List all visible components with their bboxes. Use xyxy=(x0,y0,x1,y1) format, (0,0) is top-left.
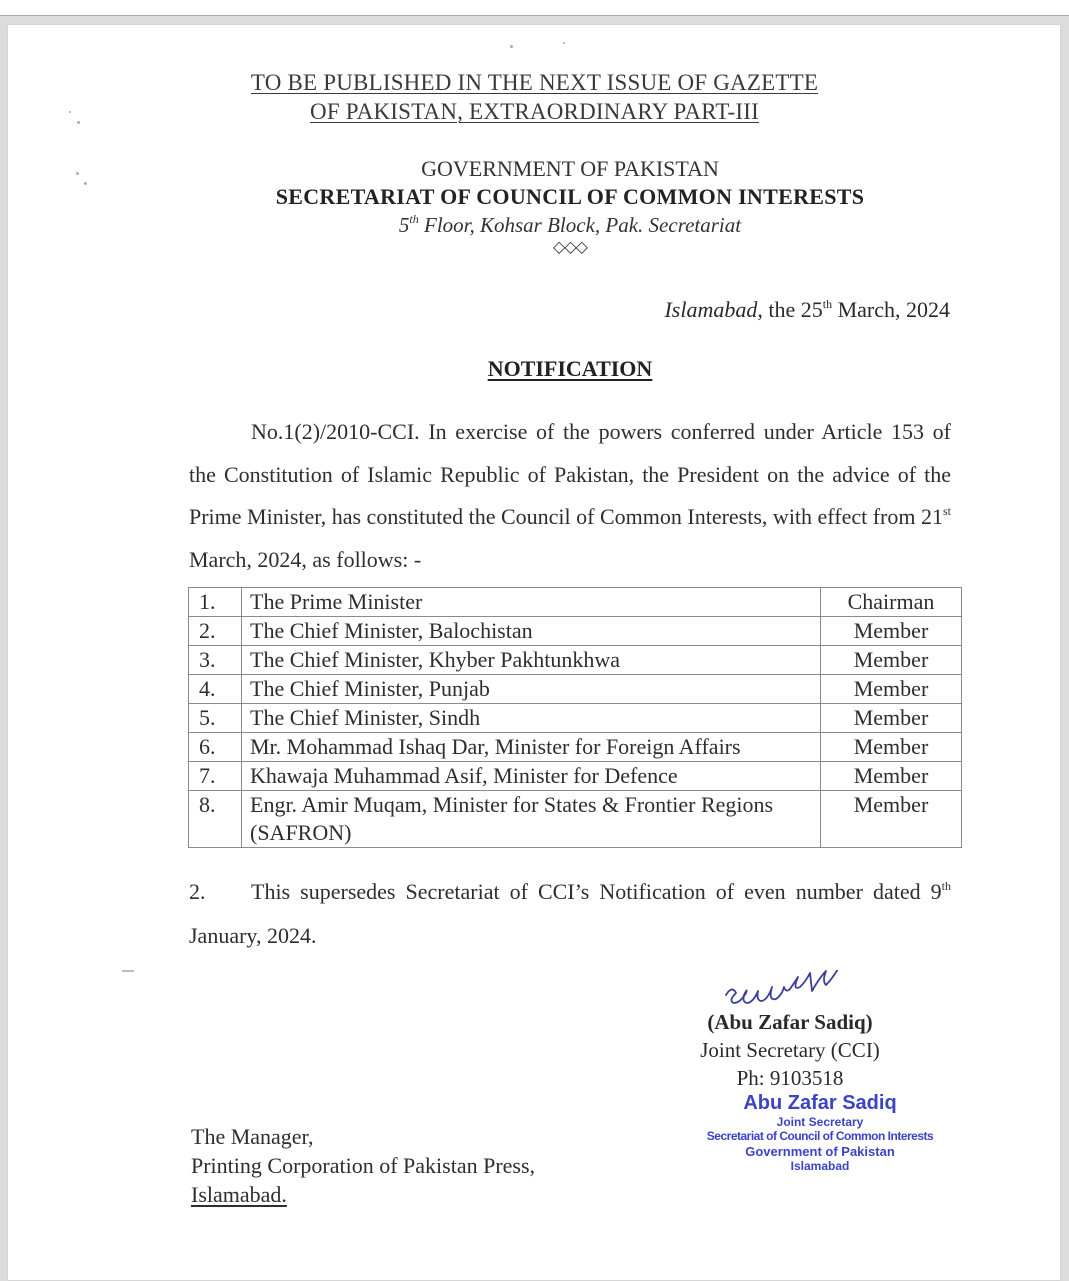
date-superscript: th xyxy=(822,297,833,311)
table-row xyxy=(189,646,962,675)
member-number: 3. xyxy=(189,646,242,675)
gazette-line-2: OF PAKISTAN, EXTRAORDINARY PART-III xyxy=(310,99,759,124)
official-stamp xyxy=(700,1091,940,1174)
document-date xyxy=(664,296,950,324)
member-role: Member xyxy=(821,675,962,704)
notification-paragraph-1 xyxy=(189,411,951,581)
stamp-government: Government of Pakistan xyxy=(745,1144,895,1159)
scan-speck xyxy=(563,42,565,44)
table-row xyxy=(189,791,962,848)
stamp-title: Joint Secretary xyxy=(776,1115,864,1129)
address-floor-number: 5 xyxy=(398,213,410,237)
secretariat-title: SECRETARIAT OF COUNCIL OF COMMON INTERESTS xyxy=(275,184,865,209)
signatory-phone: Ph: 9103518 xyxy=(736,1066,844,1090)
stamp-office: Secretariat of Council of Common Interests xyxy=(706,1129,934,1143)
paragraph-1-text-end: March, 2024, as follows: - xyxy=(189,546,422,572)
member-number: 6. xyxy=(189,733,242,762)
member-name: The Prime Minister xyxy=(242,588,821,617)
member-number: 7. xyxy=(189,762,242,791)
gazette-heading xyxy=(0,68,1069,126)
member-number: 5. xyxy=(189,704,242,733)
table-row xyxy=(189,733,962,762)
member-name: Mr. Mohammad Ishaq Dar, Minister for Foreign Affairs xyxy=(242,733,821,762)
gazette-line-1: TO BE PUBLISHED IN THE NEXT ISSUE OF GAZETTE xyxy=(250,70,819,95)
member-role: Member xyxy=(821,704,962,733)
council-members-table xyxy=(188,587,962,848)
member-name: Engr. Amir Muqam, Minister for States & Frontier Regions (SAFRON) xyxy=(242,791,821,848)
addressee-line-2: Printing Corporation of Pakistan Press, xyxy=(191,1153,536,1178)
member-number: 1. xyxy=(189,588,242,617)
member-number: 4. xyxy=(189,675,242,704)
government-title: GOVERNMENT OF PAKISTAN xyxy=(421,156,719,181)
table-row xyxy=(189,588,962,617)
paragraph-2-text: This supersedes Secretariat of CCI’s Notification of even number dated 9 xyxy=(251,879,942,904)
member-number: 2. xyxy=(189,617,242,646)
member-name: The Chief Minister, Khyber Pakhtunkhwa xyxy=(242,646,821,675)
table-row xyxy=(189,704,962,733)
paragraph-1-text: No.1(2)/2010-CCI. In exercise of the powers conferred under Article 153 of the Constitution of Islamic Republic of Pakistan, the President on the advice of the Prime Minister, has constituted the Council of Common Interests, with effect from 21 xyxy=(189,419,951,529)
paragraph-2-number: 2. xyxy=(189,879,206,904)
signatory-block xyxy=(660,1008,920,1092)
signatory-title: Joint Secretary (CCI) xyxy=(700,1038,880,1062)
table-row xyxy=(189,675,962,704)
notification-title-text: NOTIFICATION xyxy=(487,356,653,381)
paragraph-2-superscript: th xyxy=(941,879,951,893)
addressee-line-3: Islamabad. xyxy=(191,1182,287,1207)
paragraph-1-superscript: st xyxy=(942,504,951,518)
member-role: Member xyxy=(821,762,962,791)
table-row xyxy=(189,762,962,791)
member-role: Member xyxy=(821,733,962,762)
date-month-year: March, 2024 xyxy=(832,297,950,322)
date-day: , the 25 xyxy=(757,297,823,322)
stamp-name: Abu Zafar Sadiq xyxy=(743,1092,897,1114)
addressee-line-1: The Manager, xyxy=(191,1124,314,1149)
member-role: Member xyxy=(821,617,962,646)
handwritten-signature-icon xyxy=(716,970,886,1010)
diamond-ornament-icon: ◇◇◇ xyxy=(553,239,587,256)
member-role: Member xyxy=(821,791,962,848)
stamp-city: Islamabad xyxy=(790,1159,850,1173)
notification-title xyxy=(0,355,1069,383)
office-address xyxy=(0,212,1069,238)
signatory-name: (Abu Zafar Sadiq) xyxy=(707,1010,873,1034)
address-superscript: th xyxy=(409,212,419,226)
table-row xyxy=(189,617,962,646)
scan-mark xyxy=(122,970,134,972)
date-place: Islamabad xyxy=(664,297,758,322)
member-name: The Chief Minister, Balochistan xyxy=(242,617,821,646)
address-text: Floor, Kohsar Block, Pak. Secretariat xyxy=(418,213,742,237)
notification-paragraph-2 xyxy=(189,870,951,958)
paragraph-2-text-end: January, 2024. xyxy=(189,923,317,948)
member-name: Khawaja Muhammad Asif, Minister for Defence xyxy=(242,762,821,791)
member-name: The Chief Minister, Sindh xyxy=(242,704,821,733)
member-role: Member xyxy=(821,646,962,675)
member-name: The Chief Minister, Punjab xyxy=(242,675,821,704)
scan-speck xyxy=(510,45,513,48)
addressee-block xyxy=(191,1122,535,1209)
member-number: 8. xyxy=(189,791,242,848)
member-role: Chairman xyxy=(821,588,962,617)
